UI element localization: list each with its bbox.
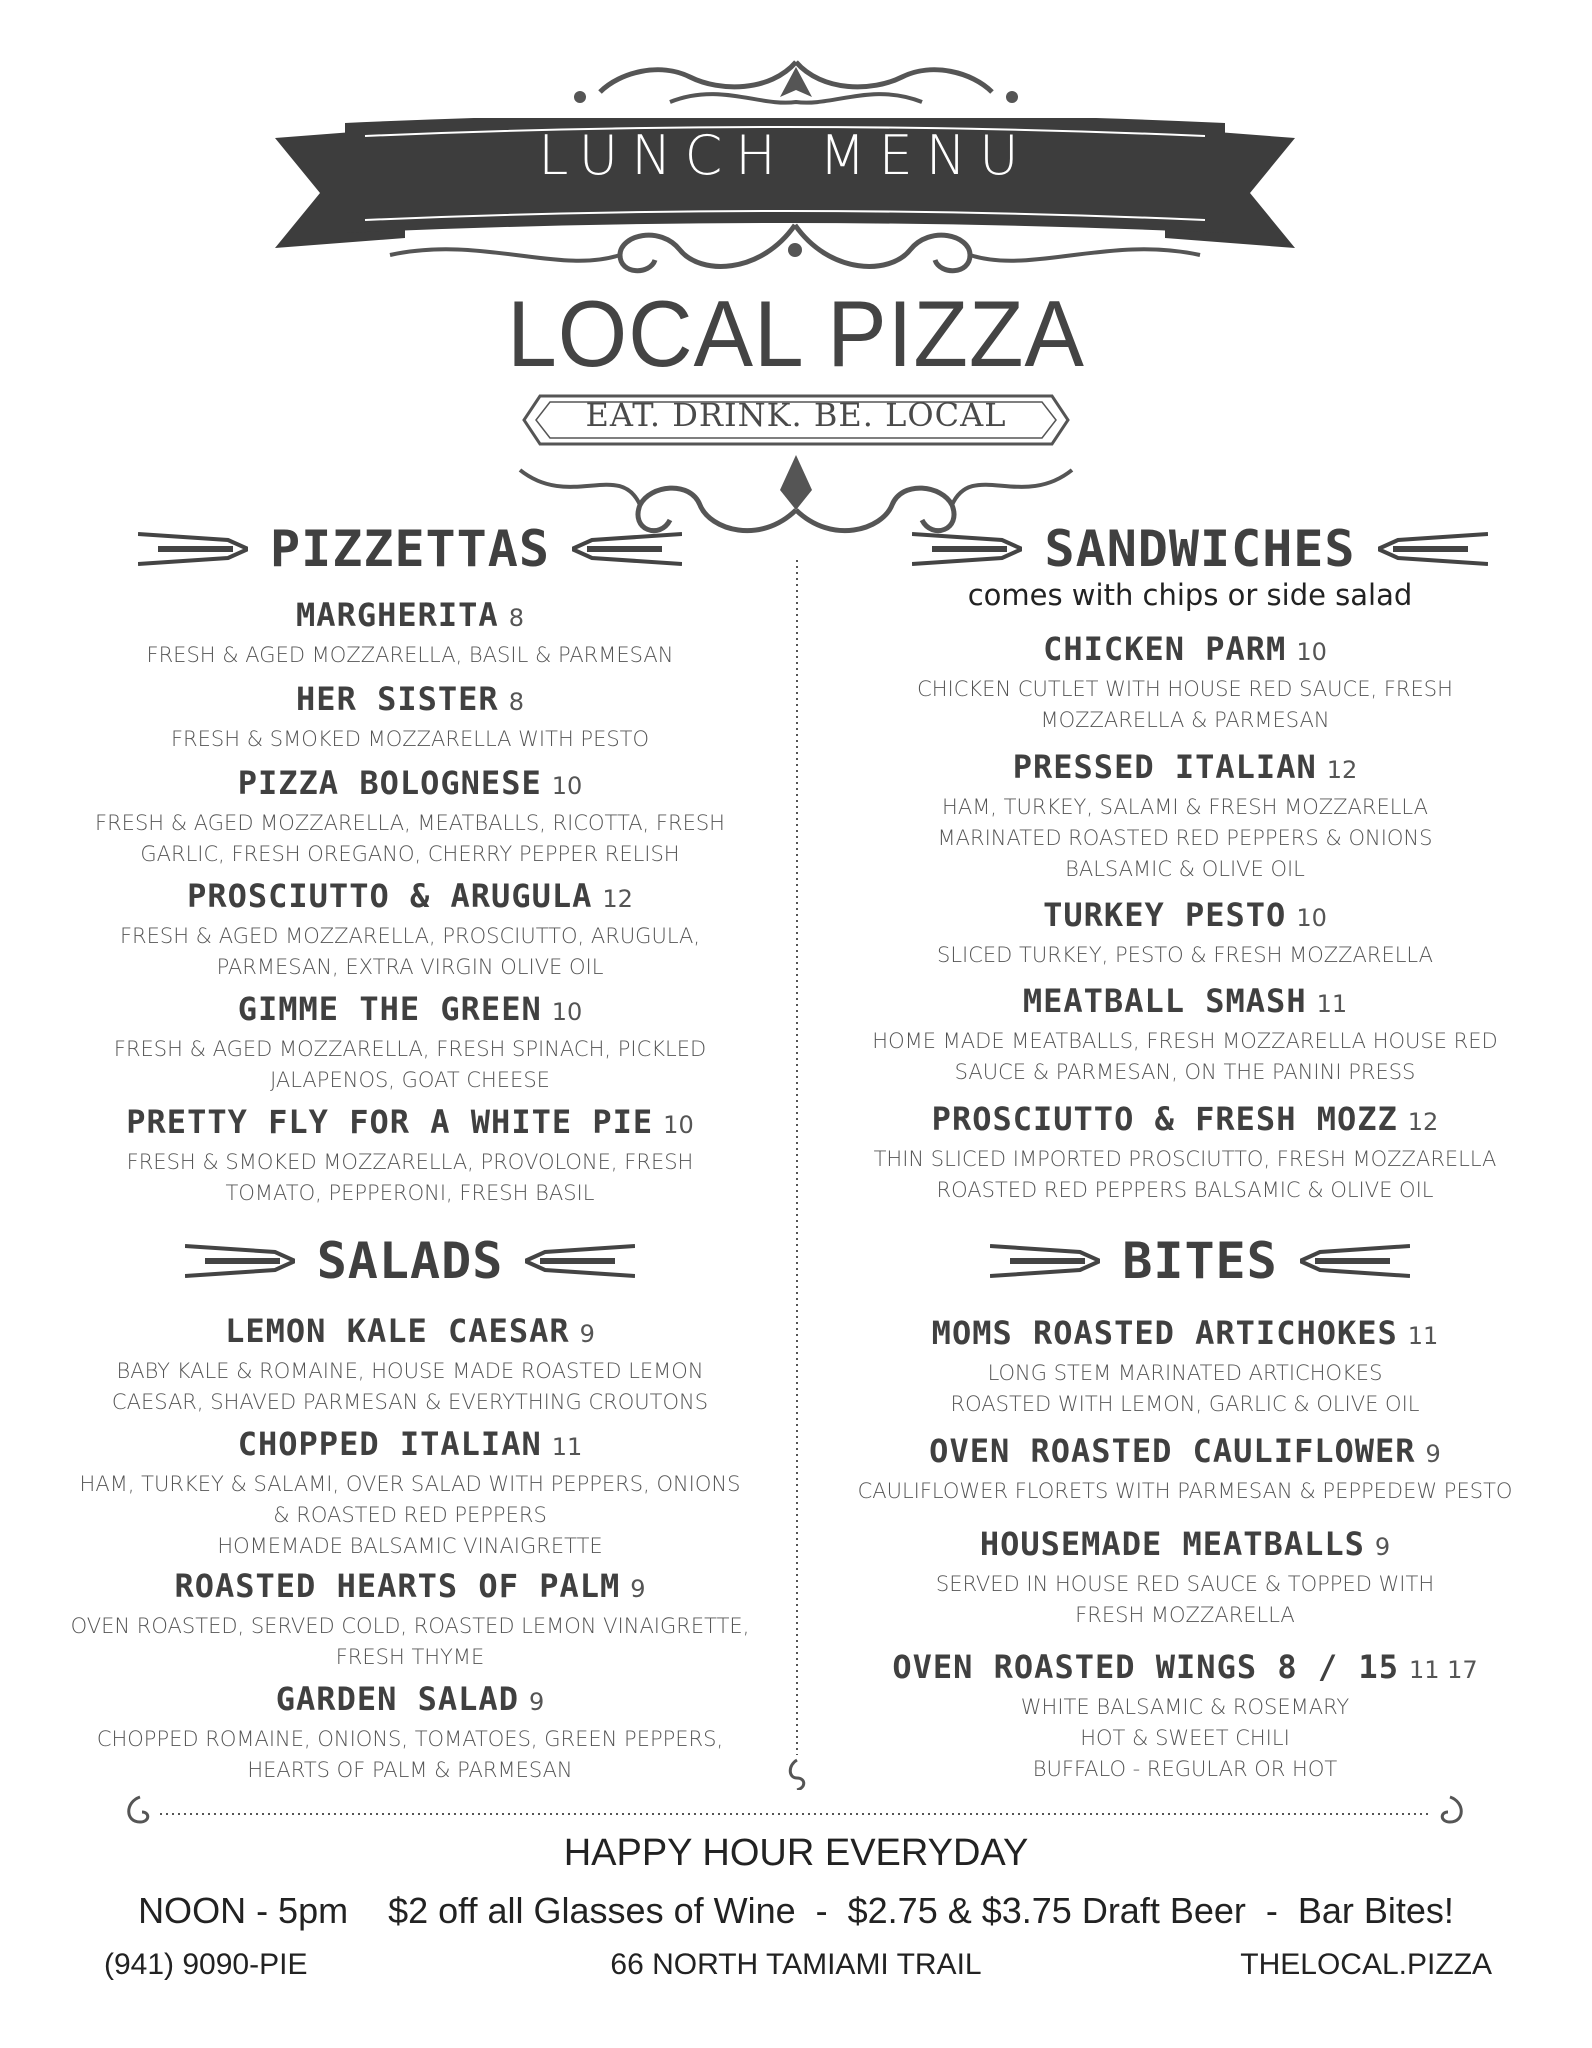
item-desc-line: HOME MADE MEATBALLS, FRESH MOZZARELLA HOUSE RED <box>872 1029 1498 1053</box>
item-desc <box>845 792 1525 885</box>
salads-heading <box>70 1232 750 1290</box>
happy-hour-deals: NOON - 5pm $2 off all Glasses of Wine - $2.75 & $3.75 Draft Beer - Bar Bites! <box>138 1890 1454 1931</box>
item-desc <box>845 1476 1525 1507</box>
banner-scroll-ornament <box>380 215 1210 285</box>
bites-title: BITES <box>1122 1232 1278 1290</box>
item-desc-line: FRESH & SMOKED MOZZARELLA, PROVOLONE, FRESH <box>126 1150 694 1174</box>
menu-item <box>70 764 750 870</box>
pizzettas-heading <box>70 520 750 578</box>
left-arrows-icon <box>912 526 1022 572</box>
item-desc <box>845 1569 1525 1631</box>
menu-item <box>70 1425 750 1562</box>
item-desc-line: GARLIC, FRESH OREGANO, CHERRY PEPPER RELISH <box>140 842 680 866</box>
item-desc <box>70 921 750 983</box>
item-desc <box>70 1147 750 1209</box>
menu-item <box>845 1100 1525 1206</box>
tagline: EAT. DRINK. BE. LOCAL <box>585 396 1007 434</box>
item-desc-line: CAULIFLOWER FLORETS WITH PARMESAN & PEPPEDEW PESTO <box>857 1479 1513 1503</box>
item-desc <box>70 1034 750 1096</box>
left-arrows-icon <box>185 1238 295 1284</box>
item-desc-line: TOMATO, PEPPERONI, FRESH BASIL <box>225 1181 595 1205</box>
menu-item <box>845 1314 1525 1420</box>
item-name: PRETTY FLY FOR A WHITE PIE <box>126 1103 654 1141</box>
left-arrows-icon <box>138 526 248 572</box>
left-arrows-icon <box>990 1238 1100 1284</box>
item-name: CHICKEN PARM <box>1043 630 1287 668</box>
item-desc-line: & ROASTED RED PEPPERS <box>273 1503 547 1527</box>
menu-item <box>70 1103 750 1209</box>
item-desc-line: HOT & SWEET CHILI <box>1080 1726 1290 1750</box>
item-desc-line: MARINATED ROASTED RED PEPPERS & ONIONS <box>937 826 1433 850</box>
item-desc-line: OVEN ROASTED, SERVED COLD, ROASTED LEMON VINAIGRETTE, <box>70 1614 750 1638</box>
item-price: 9 <box>1425 1440 1441 1468</box>
item-price: 9 <box>579 1320 595 1348</box>
menu-item <box>70 877 750 983</box>
item-desc-line: JALAPENOS, GOAT CHEESE <box>270 1068 550 1092</box>
menu-item <box>70 1680 750 1786</box>
item-price: 9 <box>528 1688 545 1716</box>
item-price: 11 17 <box>1408 1656 1478 1684</box>
item-desc <box>845 940 1525 971</box>
item-desc-line: ROASTED WITH LEMON, GARLIC & OLIVE OIL <box>950 1392 1420 1416</box>
item-name: HER SISTER <box>296 680 499 718</box>
item-name: HOUSEMADE MEATBALLS <box>979 1525 1365 1563</box>
salads-title: SALADS <box>316 1232 504 1290</box>
item-price: 8 <box>508 688 524 716</box>
item-name: PIZZA BOLOGNESE <box>237 764 542 802</box>
item-desc <box>70 724 750 755</box>
brand-name: LOCAL PIZZA <box>507 281 1085 386</box>
item-desc-line: WHITE BALSAMIC & ROSEMARY <box>1020 1695 1350 1719</box>
item-price: 10 <box>551 998 583 1026</box>
menu-item <box>70 1312 750 1418</box>
item-name: ROASTED HEARTS OF PALM <box>174 1567 621 1605</box>
item-desc-line: FRESH & AGED MOZZARELLA, PROSCIUTTO, ARUGULA, <box>119 924 701 948</box>
menu-item <box>845 1525 1525 1631</box>
item-desc <box>845 1692 1525 1785</box>
item-name: MOMS ROASTED ARTICHOKES <box>931 1314 1398 1352</box>
item-desc-line: CHOPPED ROMAINE, ONIONS, TOMATOES, GREEN PEPPERS, <box>96 1727 724 1751</box>
item-price: 10 <box>1296 904 1327 932</box>
item-desc-line: HAM, TURKEY & SALAMI, OVER SALAD WITH PEPPERS, ONIONS <box>79 1472 741 1496</box>
item-desc-line: HOMEMADE BALSAMIC VINAIGRETTE <box>217 1534 603 1558</box>
item-desc-line: CAESAR, SHAVED PARMESAN & EVERYTHING CROUTONS <box>111 1390 709 1414</box>
menu-item <box>845 1648 1525 1785</box>
item-desc-line: FRESH MOZZARELLA <box>1075 1603 1295 1627</box>
menu-item <box>70 680 750 755</box>
item-desc-line: SLICED TURKEY, PESTO & FRESH MOZZARELLA <box>937 943 1433 967</box>
item-price: 11 <box>1316 990 1348 1018</box>
right-arrows-icon <box>525 1238 635 1284</box>
item-price: 10 <box>663 1111 694 1139</box>
pizzettas-title: PIZZETTAS <box>270 520 550 578</box>
item-desc <box>70 1611 750 1673</box>
menu-item <box>70 990 750 1096</box>
sandwiches-heading <box>900 520 1500 578</box>
item-desc <box>845 1026 1525 1088</box>
menu-item <box>70 1567 750 1673</box>
footer-divider <box>120 1792 1470 1832</box>
top-flourish-ornament <box>520 52 1072 112</box>
item-desc-line: BALSAMIC & OLIVE OIL <box>1065 857 1305 881</box>
website-link[interactable]: THELOCAL.PIZZA <box>1240 1948 1492 1981</box>
item-desc-line: THIN SLICED IMPORTED PROSCIUTTO, FRESH MOZZARELLA <box>873 1147 1497 1171</box>
banner-title: LUNCH MENU <box>538 124 1032 187</box>
item-desc-line: HAM, TURKEY, SALAMI & FRESH MOZZARELLA <box>942 795 1428 819</box>
item-name: PRESSED ITALIAN <box>1012 748 1317 786</box>
item-desc <box>845 1144 1525 1206</box>
menu-item <box>845 1432 1525 1507</box>
right-arrows-icon <box>572 526 682 572</box>
item-price: 12 <box>1326 756 1358 784</box>
right-arrows-icon <box>1300 1238 1410 1284</box>
item-desc-line: LONG STEM MARINATED ARTICHOKES <box>987 1361 1383 1385</box>
menu-item <box>70 596 750 671</box>
item-price: 9 <box>1374 1533 1391 1561</box>
item-desc-line: HEARTS OF PALM & PARMESAN <box>247 1758 573 1782</box>
center-divider <box>788 560 806 1790</box>
item-desc-line: ROASTED RED PEPPERS BALSAMIC & OLIVE OIL <box>936 1178 1434 1202</box>
item-name: MEATBALL SMASH <box>1022 982 1307 1020</box>
phone-number[interactable]: (941) 9090-PIE <box>104 1948 308 1981</box>
item-price: 12 <box>1407 1108 1439 1136</box>
item-desc-line: BABY KALE & ROMAINE, HOUSE MADE ROASTED LEMON <box>116 1359 704 1383</box>
item-desc-line: FRESH & AGED MOZZARELLA, FRESH SPINACH, PICKLED <box>113 1037 707 1061</box>
menu-item <box>845 982 1525 1088</box>
item-desc-line: SERVED IN HOUSE RED SAUCE & TOPPED WITH <box>935 1572 1435 1596</box>
item-desc-line: FRESH & AGED MOZZARELLA, BASIL & PARMESAN <box>146 643 674 667</box>
item-desc <box>70 808 750 870</box>
item-desc <box>845 674 1525 736</box>
item-desc <box>70 640 750 671</box>
item-name: TURKEY PESTO <box>1043 896 1287 934</box>
item-desc-line: FRESH & AGED MOZZARELLA, MEATBALLS, RICOTTA, FRESH <box>95 811 725 835</box>
menu-item <box>845 748 1525 885</box>
item-desc-line: PARMESAN, EXTRA VIRGIN OLIVE OIL <box>216 955 604 979</box>
item-desc <box>70 1356 750 1418</box>
sandwiches-note: comes with chips or side salad <box>967 578 1413 612</box>
item-price: 12 <box>602 885 633 913</box>
item-desc-line: FRESH THYME <box>335 1645 485 1669</box>
right-arrows-icon <box>1378 526 1488 572</box>
item-desc-line: SAUCE & PARMESAN, ON THE PANINI PRESS <box>954 1060 1416 1084</box>
address: 66 NORTH TAMIAMI TRAIL <box>610 1948 982 1981</box>
item-name: MARGHERITA <box>296 596 499 634</box>
item-desc <box>70 1469 750 1562</box>
item-price: 8 <box>508 604 524 632</box>
item-price: 10 <box>551 772 583 800</box>
item-price: 9 <box>630 1575 646 1603</box>
item-price: 10 <box>1296 638 1327 666</box>
item-name: CHOPPED ITALIAN <box>237 1425 542 1463</box>
item-desc <box>70 1724 750 1786</box>
item-desc-line: CHICKEN CUTLET WITH HOUSE RED SAUCE, FRESH <box>917 677 1453 701</box>
item-name: PROSCIUTTO & FRESH MOZZ <box>931 1100 1398 1138</box>
item-price: 11 <box>1407 1322 1439 1350</box>
item-name: OVEN ROASTED WINGS 8 / 15 <box>892 1648 1399 1686</box>
item-desc <box>845 1358 1525 1420</box>
happy-hour-title: HAPPY HOUR EVERYDAY <box>563 1832 1029 1874</box>
item-name: LEMON KALE CAESAR <box>225 1312 570 1350</box>
item-name: GIMME THE GREEN <box>237 990 542 1028</box>
menu-item <box>845 630 1525 736</box>
item-name: GARDEN SALAD <box>275 1680 519 1718</box>
item-desc-line: BUFFALO - REGULAR OR HOT <box>1032 1757 1338 1781</box>
item-name: OVEN ROASTED CAULIFLOWER <box>929 1432 1416 1470</box>
menu-item <box>845 896 1525 971</box>
bites-heading <box>900 1232 1500 1290</box>
item-desc-line: MOZZARELLA & PARMESAN <box>1040 708 1330 732</box>
sandwiches-title: SANDWICHES <box>1044 520 1356 578</box>
item-price: 11 <box>551 1433 583 1461</box>
item-desc-line: FRESH & SMOKED MOZZARELLA WITH PESTO <box>170 727 650 751</box>
item-name: PROSCIUTTO & ARUGULA <box>187 877 593 915</box>
